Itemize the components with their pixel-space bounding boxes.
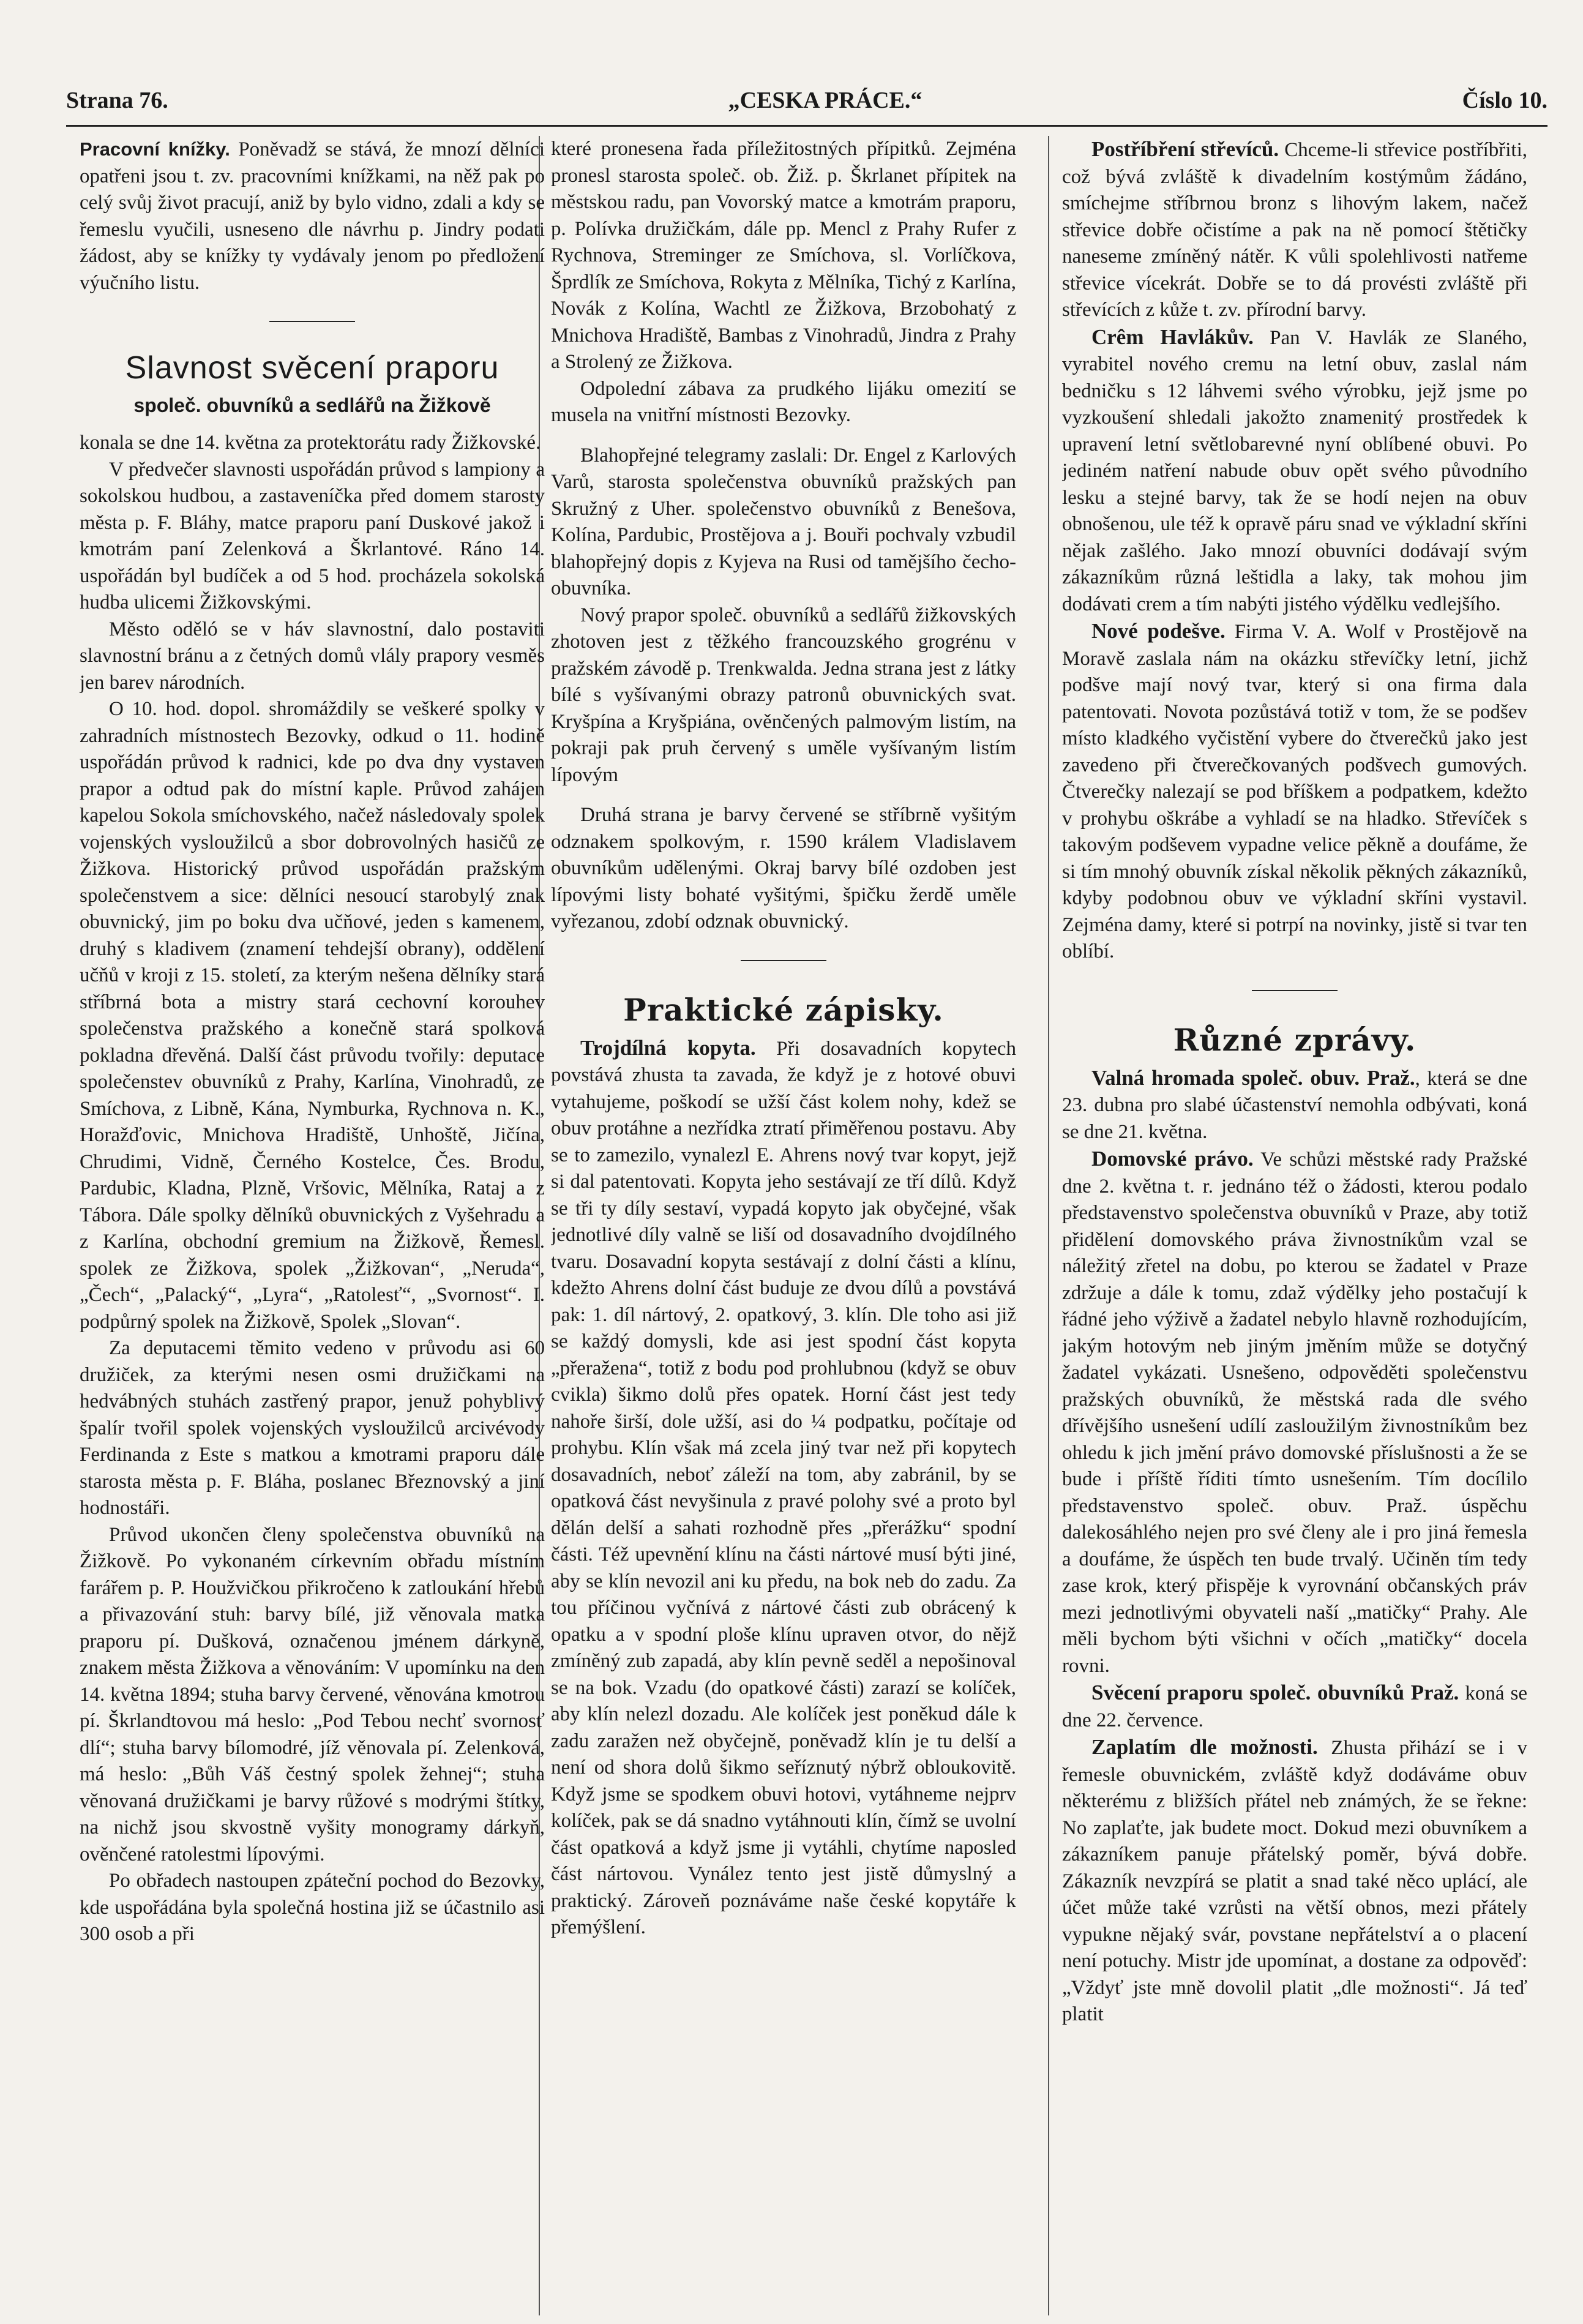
masthead-title: „CESKA PRÁCE.“ (728, 88, 922, 113)
run-in-heading: Valná hromada společ. obuv. Praž. (1091, 1065, 1415, 1090)
article-text: Poněvadž se stává, že mnozí dělníci opatřeni jsou t. zv. pracovními knížkami, na něž pak po celý svůj život pracují, aniž by bylo vidno, zdali a kdy se řemeslu vyučili, usneseno dle návrhu p. Jindry podati žádost, aby se knížky ty vydávaly jenom po předložení výučního listu. (80, 138, 545, 294)
run-in-heading: Nové podešve. (1091, 619, 1226, 643)
paragraph: V předvečer slavnosti uspořádán průvod s lampiony a sokolskou hudbou, a zastaveníčka před domem starosty města p. F. Bláhy, matce praporu paní Duskové jakož i kmotrám paní Zelenková a Škrlantové. Ráno 14. uspořádán byl budíček a od 5 hod. procházela sokolská hudba ulicemi Žižkovskými. (80, 458, 545, 613)
column-rule-2 (1048, 136, 1049, 2315)
paragraph: O 10. hod. dopol. shromáždily se veškeré spolky v zahradních místnostech Bezovky, odkud o 11. hodině uspořádán průvod k radnici, kde po dva dny vystaven prapor a odtud pak do místní kaple. Průvod zahájen kapelou Sokola smíchovského, načež následovaly spolek vojenských vysloužilců a sbor dobrovolných hasičů ze Žižkova. Historický průvod uspořádán pražským společenstvem a sice: dělníci nesoucí starobylý znak obuvnický, jim po boku dva učňové, jeden s kamenem, druhý s kladivem (znamení tehdejší obrany), oddělení učňů v kroji z 15. století, za kterým nešena dělníky stará stříbrná bota a mistry stará cechovní korouhev společenstva pražského a konečně stará spolková pokladna dřevěná. Další část průvodu tvořily: deputace společenstev obuvníků z Prahy, Karlína, Vinohradů, ze Smíchova, z Libně, Kána, Nymburka, Rychnova n. K., Horažďovic, Mnichova Hradiště, Unhoště, Jičína, Chrudimi, Vidně, Černého Kostelce, Čes. Brodu, Pardubic, Kladna, Plzně, Vršovic, Mělníka, Rataj a z Tábora. Dále spolky dělníků obuvnických z Vyšehradu a z Karlína, obchodní gremium na Žižkově, Řemesl. spolek ze Žižkova, spolek „Žižkovan“, „Neruda“, „Čech“, „Palacký“, „Lyra“, „Ratolesť“, „Svornost“. I. podpůrný spolek na Žižkově, Spolek „Slovan“. (80, 698, 545, 1333)
separator-rule (1252, 990, 1338, 991)
article-item (1062, 324, 1527, 618)
article-item (1062, 136, 1527, 324)
article-text: Firma V. A. Wolf v Prostějově na Moravě zaslala nám na okázku střevíčky letní, jichž podšve mají nový tvar, který si ona firma dala patentovati. Novota pozůstává totiž v tom, že se podšev místo kladkého vyčistění vybere do čtverečků jako jest zavedeno při čtverečkovaných podšvech gumových. Čtverečky nalezají se pod bříškem a podpatkem, kdežto v prohybu oškrábe a vyhladí se na hladko. Střevíček s takovým podševem vypadne velice pěkně a doufáme, že si tím mnohý obuvník získal několik pěkných zákazníků, kdyby podobnou obuv ve výkladní skříni vystavil. Zejména damy, které si potrpí na novinky, jistě si tvar ten oblíbí. (1062, 621, 1527, 962)
article-subtitle: společ. obuvníků a sedlářů na Žižkově (133, 394, 491, 416)
column-1 (80, 136, 545, 2315)
paragraph: Průvod ukončen členy společenstva obuvníků na Žižkově. Po vykonaném církevním obřadu místním farářem p. P. Houžvičkou přikročeno k zatloukání hřebů a přivazování stuh: barvy bílé, již věnovala matka praporu pí. Dušková, označenou jménem dárkyně, znakem města Žižkova a věnováním: V upomínku na den 14. května 1894; stuha barvy červené, věnována kmotrou pí. Škrlandtovou má heslo: „Pod Tebou nechť svornosť dlí“; stuha barvy bílomodré, jíž věnovala pí. Zelenková, má heslo: „Bůh Váš čestný spolek žehnej“; stuha věnovaná družičkami je barvy růžové s modrými štítky, na nichž jsou skvostně vyšity monogramy dárkyň, ověnčené ratolestmi lípovými. (80, 1523, 545, 1865)
column-2 (551, 136, 1016, 2315)
run-in-heading: Pracovní knížky. (80, 138, 230, 160)
article-item (1062, 1734, 1527, 2028)
article-text: Zhusta přihází se i v řemesle obuvnickém, zvláště když dodáváme obuv některému z bližších přátel neb známých, že se řekne: No zaplaťte, jak budete moct. Dokud mezi obuvníkem a zákazníkem panuje přátelský poměr, bývá dobře. Zákazník nevzpírá se platit a snad také něco uplácí, ale účet může také vzrůsti na větší obnos, mezi přátely vypukne nějaký svár, povstane nepřátelství a o placení není potuchy. Mistr jde upomínat, a dostane za odpověď: „Vždyť jste mně dovolil platit „dle možnosti“. Já teď platit (1062, 1737, 1527, 2025)
article-item (1062, 618, 1527, 965)
paragraph: Blahopřejné telegramy zaslali: Dr. Engel z Karlových Varů, starosta společenstva obuvníků pražských pan Skružný z Uher. společenstvo obuvníků z Benešova, Kolína, Pardubic, Prostějova a j. Bouři pochvaly vzbudil blahopřejný dopis z Kyjeva na Rusi od tamějšího čecho-obuvníka. (551, 444, 1016, 599)
page-header (66, 84, 1547, 127)
run-in-heading: Postříbření střevíců. (1091, 137, 1279, 161)
separator-rule (741, 960, 826, 961)
section-title: Praktické zápisky. (623, 991, 944, 1028)
article-item (1062, 1145, 1527, 1679)
paragraph: Nový prapor společ. obuvníků a sedlářů žižkovských zhotoven jest z těžkého francouzského grogrénu v pražském závodě p. Trenkwalda. Jedna strana jest z látky bílé s vyšívanými obrazy patronů obuvnických svat. Kryšpína a Kryšpiána, ověnčených palmovým listím, na pokraji pak pruh červený s uměle vyšívaným listím lípovým (551, 604, 1016, 786)
paragraph: Odpolední zábava za prudkého lijáku omezití se musela na vnitřní místnosti Bezovky. (551, 377, 1016, 426)
article-text: Chceme-li střevice postříbřiti, což bývá zvláště k divadelním kostýmům žádáno, smíchejme stříbrnou bronz s lihovým lakem, načež střevice dobře očistíme a pak na ně pomocí štětičky naneseme zmíněný nátěr. K vůli spolehlivosti natřeme střevice vícekrát. Dobře se to dá provésti zvláště při střevících z kůže t. zv. přírodní barvy. (1062, 139, 1527, 321)
run-in-heading: Trojdílná kopyta. (580, 1035, 756, 1060)
separator-rule (269, 321, 355, 322)
spacer (551, 429, 1016, 443)
article-item (1062, 1679, 1527, 1734)
column-3 (1062, 136, 1527, 2315)
paragraph: konala se dne 14. května za protektorátu rady Žižkovské. (80, 432, 541, 454)
article-item (1062, 1065, 1527, 1146)
issue-number: Číslo 10. (1462, 88, 1547, 113)
article-text: Při dosavadních kopytech povstává zhusta ta zavada, že když je z hotové obuvi vytahujeme, poškodí se užší část kolem nohy, kdež se obuv protáhne a nezřídka ztratí přiměřenou postavu. Aby se to zamezilo, vynalezl E. Ahrens nový tvar kopyt, jejž si dal patentovati. Kopyta jeho sestávají ze tří dílů. Když se tři ty díly sestaví, vypadá kopyto jak obyčejné, však jednotlivé díly valně se liší od dosavadního dvojdílného tvaru. Dosavadní kopyta sestávají z dolní části a klínu, kdežto Ahrens dolní část buduje ze dvou dílů a povstává pak: 1. díl nártový, 2. opatkový, 3. klín. Dle toho asi již se každý domysli, kde asi jest spodní část kopyta „přeražena“, totiž z bodu pod prohlubnou (když se obuv cvikla) šikmo dolů přes opatek. Horní část jest tedy nahoře širší, dole užší, asi do ¼ podpatku, počítaje od prohybu. Klín však má zcela jiný tvar než při kopytech dosavadních, neboť záleží na tom, aby zabránil, by se opatková část nevyšinula z pravé polohy své a proto byl dělán delší a sahati rozhodně přes „přerážku“ spodní části. Též upevnění klínu na části nártové musí býti jiné, aby se klín nevozil ani ku předu, na bok neb do zadu. Za tou příčinou vyčnívá z nártové části zub obrácený k opatku a v spodní ploše klínu upraven otvor, do nějž zmíněný zub zapadá, aby klín pevně seděl a nepošinoval se na bok. Vzadu (do opatkové části) zarazí se kolíček, aby klín nelezl dozadu. Ale kolíček jest poněkud dále k zadu zaražen než obyčejně, poněvadž klín je tu delší a není od shora dolů šikmo seříznutý nýbrž obloukovitě. Když jsme se spodkem obuvi hotovi, vytáhneme nejprv kolíček, pak se dá snadno vytáhnouti klín, čímž se uvolní část opatková a když jsme ji vytáhli, chytíme naposled část nártovou. Vynález tento jest jistě důmyslný a praktický. Zároveň poznáváme naše české kopytáře k přemýšlení. (551, 1037, 1016, 1938)
article-pracovni-knizky (80, 136, 545, 296)
article-trojdilna-kopyta (551, 1035, 1016, 1941)
paragraph: Město oděló se v háv slavnostní, dalo postaviti slavnostní bránu a z četných domů vlály prapory vesměs jen barev národních. (80, 618, 545, 694)
article-text: Ve schůzi městské rady Pražské dne 2. května t. r. jednáno též o žádosti, kterou podalo představenstvo společenstva obuvníků v Praze, aby totiž přidělení domovského práva živnostníkům vzal se náležitý zřetel na dobu, po kterou se žadatel v Praze zdržuje a dále k tomu, zdaž výdělky jeho postačují k řádné jeho výživě a žadatel nebylo hlavně rozhodujícím, jakým hotovým neb jiným jměním může se dotyčný žadatel vykázati. Usnešeno, odpověděti společenstvu pražských obuvníků, že městská rada dle svého dřívějšího usnešení udílí zasloužilým živnostníkům bez ohledu k jich jmění právo domovské příslušnosti a že se bude i příště říditi tímto usnešením. Tím docílilo představenstvo společ. obuv. Praž. úspěchu dalekosáhlého nejen pro své členy ale i pro jiná řemesla a doufáme, že úspěch ten bude trvalý. Učiněn tím tedy zase krok, který přispěje k vyrovnání občanských práv mezi jednotlivými obyvateli naší „matičky“ Prahy. Ale měli bychom býti všichni v očích „matičky“ docela rovni. (1062, 1149, 1527, 1677)
section-title: Různé zprávy. (1173, 1021, 1416, 1058)
article-text: Pan V. Havlák ze Slaného, vyrabitel nového cremu na letní obuv, zaslal nám bedničku s 12 láhvemi svého výrobku, jejž jsme po vyzkoušení shledali jakožto znamenitý prostředek k upravení letní světlobarevné nyní oblíbené obuvi. Po jediném natření nabude obuv opět svého původního lesku a stejné barvy, tak že se hodí nejen na obuv obnošenou, ule též k opravě páru snad ve výkladní skříni nějak zašlého. Jako mnozí obuvníci dodávají svým zákazníkům různá leštidla a laky, tak mohou jim dodávati crem a tím nabýti jistého výdělku vedlejšího. (1062, 326, 1527, 615)
run-in-heading: Zaplatím dle možnosti. (1091, 1735, 1318, 1759)
spacer (551, 789, 1016, 802)
paragraph: které pronesena řada příležitostných přípitků. Zejména pronesl starosta společ. ob. Žiž. p. Škrlanet přípitek na městskou radu, pan Vovorský matce a kmotrám praporu, p. Polívka družičkám, dále pp. Mencl z Prahy Rufer z Rychnova, Streminger ze Smíchova, sl. Vorlíčkova, Šprdlík ze Smíchova, Rokyta z Mělníka, Tichý z Karlína, Novák z Kolína, Wachtl ze Žižkova, Brzobohatý z Mnichova Hradiště, Bambas z Vinohradů, Jindra z Prahy a Strolený ze Žižkova. (551, 138, 1016, 373)
paragraph: Za deputacemi těmito vedeno v průvodu asi 60 družiček, za kterými nesen osmi družičkami na hedvábných stuhách zastřený prapor, jenuž pohyblivý špalír tvořil spolek vojenských vysloužilců arcivévody Ferdinanda z Este s matkou a kmotrami praporu dále starosta města p. F. Bláha, poslanec Březnovský a jiní hodnostáři. (80, 1337, 545, 1519)
header-rule (66, 125, 1547, 127)
paragraph: Po obřadech nastoupen zpáteční pochod do Bezovky, kde uspořádána byla společná hostina již se účastnilo asi 300 osob a při (80, 1870, 545, 1945)
article-title: Slavnost svěcení praporu (125, 350, 500, 386)
article-text: koná se dne 22. července. (1062, 1682, 1527, 1731)
run-in-heading: Domovské právo. (1091, 1147, 1254, 1171)
page-number: Strana 76. (66, 88, 168, 113)
article-text: , která se dne 23. dubna pro slabé účastenství nemohla odbývati, koná se dne 21. května. (1062, 1067, 1527, 1143)
run-in-heading: Svěcení praporu společ. obuvníků Praž. (1091, 1681, 1459, 1704)
run-in-heading: Crêm Havlákův. (1091, 324, 1254, 349)
paragraph: Druhá strana je barvy červené se stříbrně vyšitým odznakem spolkovým, r. 1590 králem Vladislavem obuvníkům udělenými. Okraj barvy bílé ozdoben jest lípovými listy bohaté vyšitými, špičku žerdě uměle vyřezanou, zdobí odznak obuvnický. (551, 804, 1016, 932)
